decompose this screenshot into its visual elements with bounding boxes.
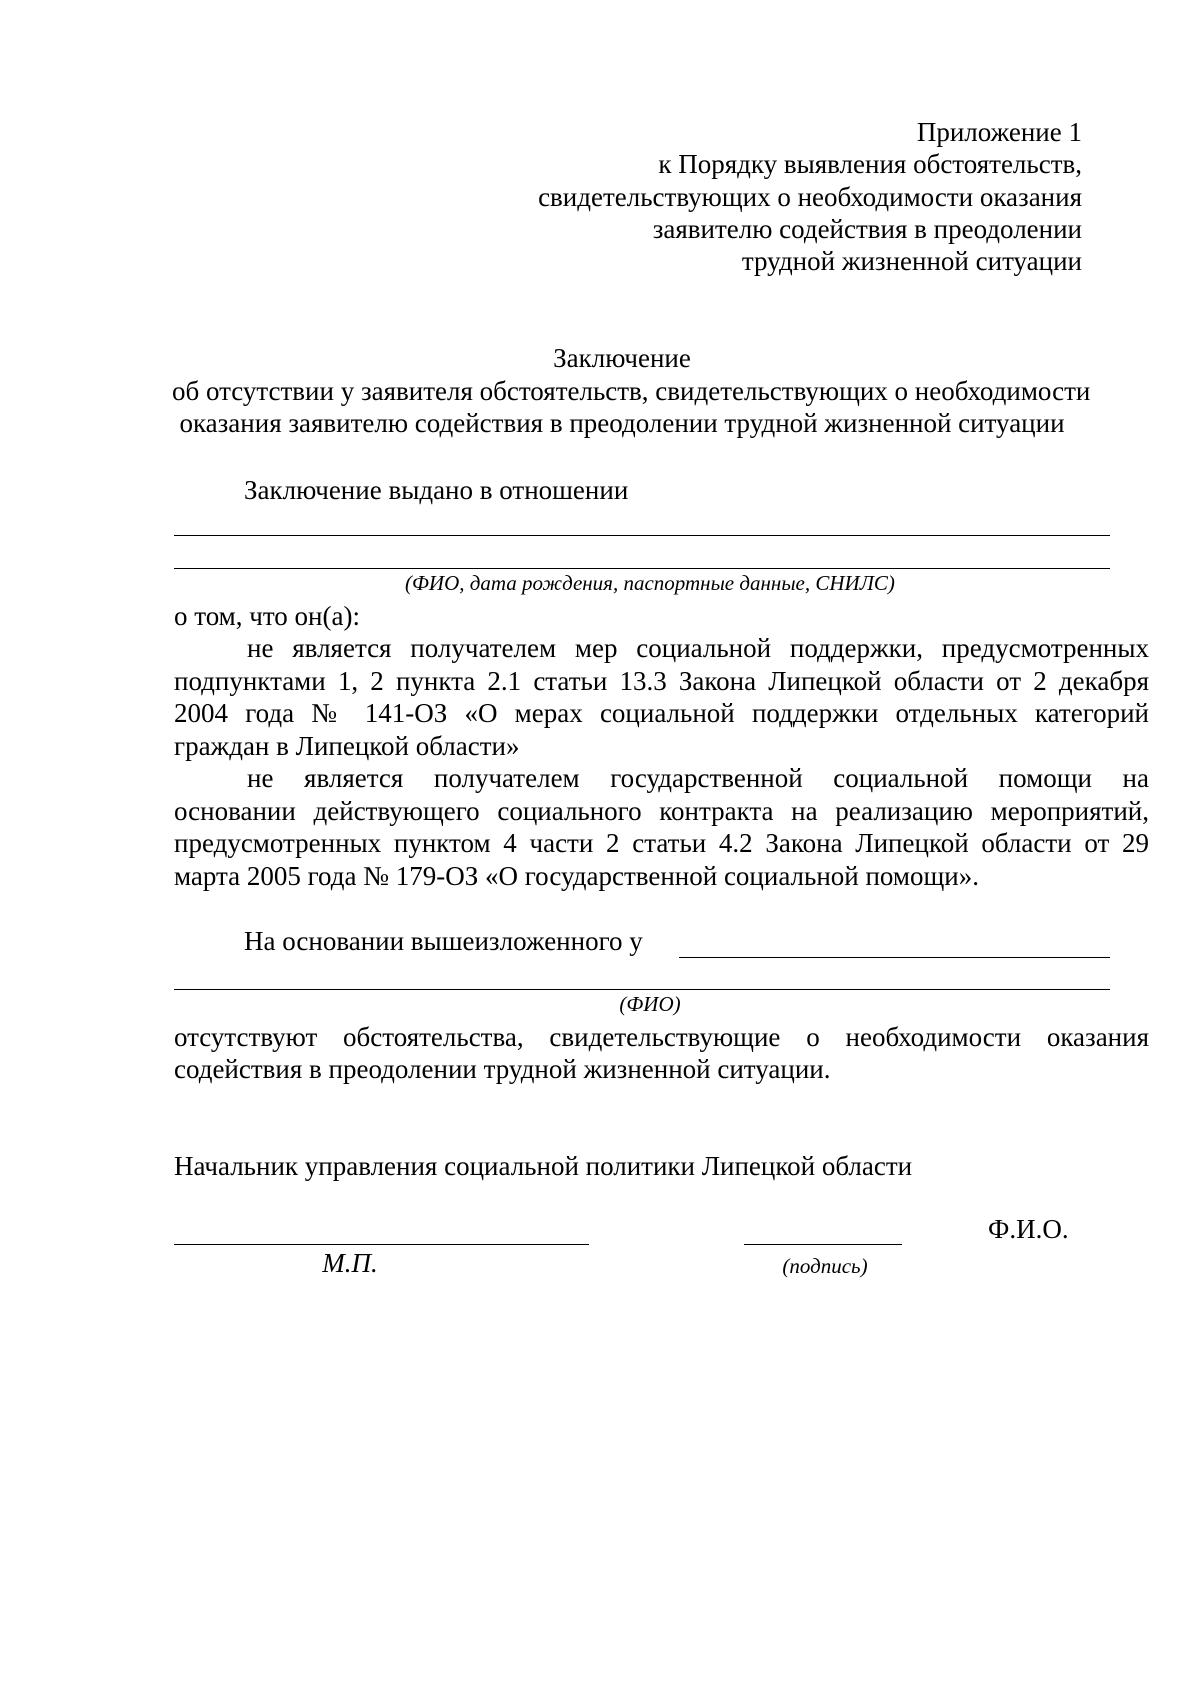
conclusion-text-2: содействия в преодолении трудной жизненной ситуации. (174, 1054, 831, 1084)
signature-caption: (подпись) (782, 1254, 868, 1278)
issued-label: Заключение выдано в отношении (244, 475, 629, 505)
conclusion-lead: На основании вышеизложенного у (244, 926, 643, 956)
conclusion-line-inline (679, 957, 1110, 958)
signatory-position: Начальник управления социальной политики Липецкой области (174, 1151, 913, 1181)
issued-line-2 (174, 568, 1110, 569)
signatory-fio: Ф.И.О. (988, 1214, 1069, 1244)
paragraph-2-line-1: не является получателем государственной социальной помощи на (247, 763, 1149, 793)
appendix-line-2: к Порядку выявления обстоятельств, (658, 149, 1082, 179)
paragraph-2-line-4: марта 2005 года № 179-ОЗ «О государственной социальной помощи». (174, 861, 979, 891)
paragraph-1-line-3: 2004 года № 141-ОЗ «О мерах социальной поддержки отдельных категорий (174, 698, 1149, 728)
signature-line (744, 1244, 902, 1245)
document-subtitle-2: оказания заявителю содействия в преодолении трудной жизненной ситуации (179, 408, 1065, 438)
paragraph-1-line-2: подпунктами 1, 2 пункта 2.1 статьи 13.3 Закона Липецкой области от 2 декабря (174, 666, 1149, 696)
appendix-line-4: заявителю содействия в преодолении (652, 214, 1082, 244)
appendix-line-5: трудной жизненной ситуации (741, 246, 1082, 276)
document-subtitle-1: об отсутствии у заявителя обстоятельств, свидетельствующих о необходимости (172, 376, 1091, 406)
body-intro: о том, что он(а): (174, 601, 360, 631)
paragraph-2-line-2: основании действующего социального контракта на реализацию мероприятий, (174, 796, 1149, 826)
stamp-label: М.П. (322, 1248, 378, 1278)
paragraph-1-line-1: не является получателем мер социальной поддержки, предусмотренных (247, 633, 1149, 663)
issued-line-1 (174, 535, 1110, 536)
conclusion-caption: (ФИО) (619, 992, 681, 1016)
stamp-line (174, 1244, 589, 1245)
conclusion-line-full (174, 989, 1110, 990)
paragraph-2-line-3: предусмотренных пунктом 4 части 2 статьи 4.2 Закона Липецкой области от 29 (174, 828, 1149, 858)
appendix-line-1: Приложение 1 (916, 117, 1082, 147)
conclusion-text-1: отсутствуют обстоятельства, свидетельствующие о необходимости оказания (174, 1022, 1149, 1052)
paragraph-1-line-4: граждан в Липецкой области» (174, 731, 520, 761)
appendix-line-3: свидетельствующих о необходимости оказания (538, 182, 1082, 212)
issued-caption: (ФИО, дата рождения, паспортные данные, СНИЛС) (405, 571, 895, 595)
document-title: Заключение (553, 343, 691, 373)
